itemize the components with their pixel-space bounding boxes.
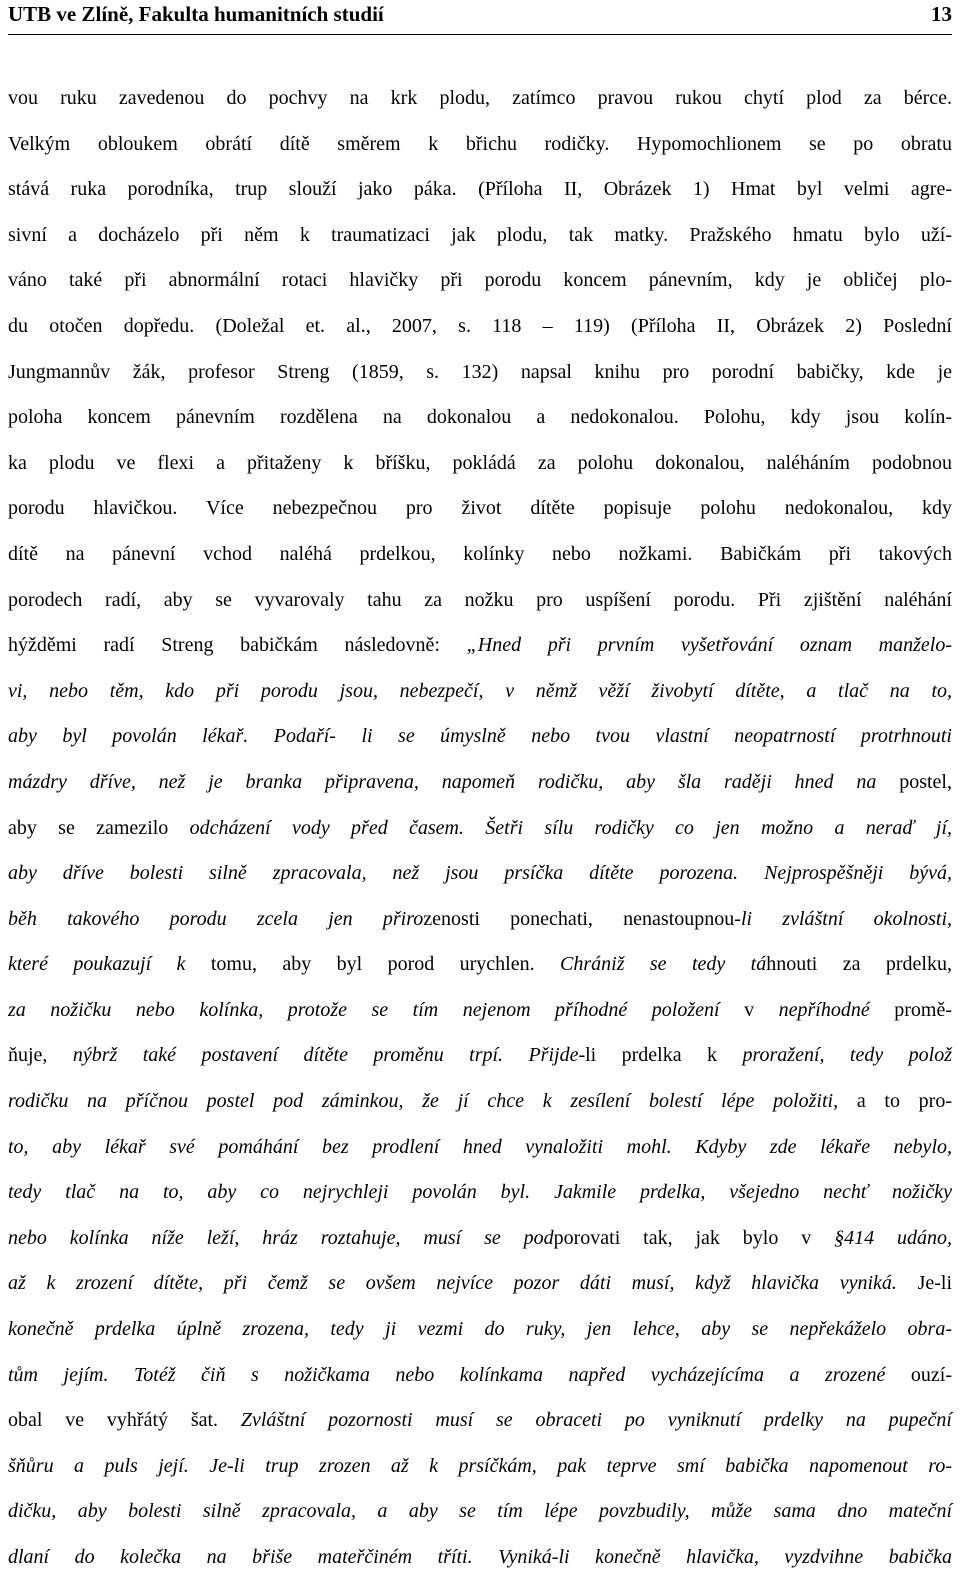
text-segment: ňuje, bbox=[8, 1044, 73, 1067]
text-line bbox=[8, 1489, 952, 1535]
text-line bbox=[8, 1444, 952, 1490]
italic-quote-segment: běh takového porodu zcela jen přiro bbox=[8, 907, 424, 930]
text-segment: obal ve vyhřátý šat. bbox=[8, 1409, 241, 1432]
italic-quote-segment: „Hned při prvním vyšetřování oznam manželo- bbox=[466, 634, 952, 657]
text-line bbox=[8, 1170, 952, 1216]
text-line bbox=[8, 395, 952, 441]
text-segment: porodu hlavičkou. Více nebezpečnou pro život dítěte popisuje polohu nedokonalou, kdy bbox=[8, 497, 952, 520]
text-segment: ouzí- bbox=[910, 1363, 952, 1386]
text-line bbox=[8, 1535, 952, 1581]
text-line bbox=[8, 623, 952, 669]
text-segment: hýžděmi radí Streng babičkám následovně: bbox=[8, 634, 467, 657]
text-segment: dítě na pánevní vchod naléhá prdelkou, kolínky nebo nožkami. Babičkám při takových bbox=[8, 542, 952, 565]
text-segment: ka plodu ve flexi a přitaženy k bříšku, pokládá za polohu dokonalou, naléháním podobnou bbox=[8, 451, 952, 474]
italic-quote-segment: dlaní do kolečka na břiše mateřčiném tříti. Vyniká-li konečně hlavička, vyzdvihne babička bbox=[8, 1546, 952, 1568]
text-line bbox=[8, 1261, 952, 1307]
page-number: 13 bbox=[931, 2, 952, 26]
text-segment: vou ruku zavedenou do pochvy na krk plodu, zatímco pravou rukou chytí plod za bérce. bbox=[8, 87, 952, 109]
text-line bbox=[8, 1079, 952, 1125]
text-segment: porodech radí, aby se vyvarovaly tahu za nožku pro uspíšení porodu. Při zjištění naléhání bbox=[8, 588, 952, 611]
text-line bbox=[8, 350, 952, 396]
text-line bbox=[8, 1216, 952, 1262]
text-line bbox=[8, 942, 952, 988]
italic-quote-segment: tům jejím. Totéž čiň s nožičkama nebo kolínkama napřed vycházejícíma a zrozené bbox=[8, 1363, 911, 1386]
italic-quote-segment: šňůru a puls její. Je-li trup zrozen až k prsíčkám, pak teprve smí babička napomenout ro- bbox=[8, 1454, 952, 1477]
text-line bbox=[8, 988, 952, 1034]
text-line bbox=[8, 1125, 952, 1171]
italic-quote-segment: to, aby lékař své pomáhání bez prodlení hned vynaložiti mohl. Kdyby zde lékaře nebylo, bbox=[8, 1135, 952, 1158]
text-segment: Jungmannův žák, profesor Streng (1859, s. 132) napsal knihu pro porodní babičky, kde je bbox=[8, 360, 952, 383]
text-line bbox=[8, 897, 952, 943]
text-segment: zenosti ponechati, nenastoupnou- bbox=[423, 907, 741, 930]
text-line bbox=[8, 760, 952, 806]
text-line bbox=[8, 213, 952, 259]
italic-quote-segment: proražení, tedy polož bbox=[742, 1044, 952, 1067]
text-line bbox=[8, 304, 952, 350]
text-segment: v bbox=[744, 998, 779, 1021]
text-line bbox=[8, 1033, 952, 1079]
italic-quote-segment: nebo kolínka níže leží, hráz roztahuje, musí se pod bbox=[8, 1226, 554, 1249]
text-line bbox=[8, 76, 952, 122]
italic-quote-segment: konečně prdelka úplně zrozena, tedy ji vezmi do ruky, jen lehce, aby se nepřekáželo obra- bbox=[8, 1318, 952, 1341]
italic-quote-segment: dičku, aby bolesti silně zpracovala, a aby se tím lépe povzbudily, může sama dno mateční bbox=[8, 1500, 952, 1523]
italic-quote-segment: Chrániž se tedy tá bbox=[560, 953, 767, 976]
text-segment: Je-li bbox=[917, 1272, 952, 1295]
header-title: UTB ve Zlíně, Fakulta humanitních studií bbox=[8, 2, 384, 26]
italic-quote-segment: §414 udáno, bbox=[834, 1226, 953, 1249]
italic-quote-segment: li zvláštní okolnosti, bbox=[740, 907, 952, 930]
text-line bbox=[8, 122, 952, 168]
italic-quote-segment: aby byl povolán lékař. Podaří- li se úmyslně nebo tvou vlastní neopatrností protrhnouti bbox=[8, 725, 952, 748]
text-segment: promě- bbox=[894, 998, 953, 1021]
text-segment: váno také při abnormální rotaci hlavičky při porodu koncem pánevním, kdy je obličej plo- bbox=[8, 269, 952, 292]
text-segment: stává ruka porodníka, trup slouží jako páka. (Příloha II, Obrázek 1) Hmat byl velmi agre- bbox=[8, 178, 952, 201]
text-segment: postel, bbox=[899, 770, 952, 793]
text-line bbox=[8, 578, 952, 624]
text-line bbox=[8, 486, 952, 532]
text-line bbox=[8, 258, 952, 304]
text-segment: porovati tak, jak bylo v bbox=[553, 1226, 835, 1249]
italic-quote-segment: vi, nebo těm, kdo při porodu jsou, nebezpečí, v němž věží živobytí dítěte, a tlač na to, bbox=[8, 679, 952, 702]
text-line bbox=[8, 532, 952, 578]
italic-quote-segment: až k zrození dítěte, při čemž se ovšem nejvíce pozor dáti musí, když hlavička vyniká. bbox=[8, 1272, 918, 1295]
italic-quote-segment: Zvláštní pozornosti musí se obraceti po vyniknutí prdelky na pupeční bbox=[240, 1409, 952, 1432]
text-line bbox=[8, 1398, 952, 1444]
italic-quote-segment: nýbrž také postavení dítěte proměnu trpí. Přijde bbox=[72, 1044, 579, 1067]
text-line bbox=[8, 806, 952, 852]
italic-quote-segment: aby dříve bolesti silně zpracovala, než jsou prsíčka dítěte porozena. Nejprospěšněji bývá, bbox=[8, 862, 952, 885]
text-segment: , a to pro- bbox=[833, 1090, 952, 1113]
italic-quote-segment: tedy tlač na to, aby co nejrychleji povolán byl. Jakmile prdelka, všejedno nechť nožičky bbox=[8, 1181, 952, 1204]
text-segment: Velkým obloukem obrátí dítě směrem k břichu rodičky. Hypomochlionem se po obratu bbox=[8, 132, 952, 155]
text-line bbox=[8, 1353, 952, 1399]
italic-quote-segment: nepříhodné bbox=[778, 998, 895, 1021]
page-header bbox=[8, 0, 952, 35]
text-segment: hnouti za prdelku, bbox=[766, 953, 952, 976]
italic-quote-segment: rodičku na příčnou postel pod záminkou, že jí chce k zesílení bolestí lépe položiti bbox=[8, 1090, 834, 1113]
text-segment: aby se zamezilo bbox=[8, 816, 190, 839]
text-segment: poloha koncem pánevním rozdělena na dokonalou a nedokonalou. Polohu, kdy jsou kolín- bbox=[8, 406, 952, 429]
italic-quote-segment: odcházení vody před časem. Šetři sílu rodičky co jen možno a neraď jí, bbox=[189, 816, 952, 839]
text-segment: sivní a docházelo při něm k traumatizaci jak plodu, tak matky. Pražského hmatu bylo uží- bbox=[8, 223, 952, 246]
text-line bbox=[8, 1307, 952, 1353]
text-line bbox=[8, 669, 952, 715]
text-segment: -li prdelka k bbox=[578, 1044, 743, 1067]
text-line bbox=[8, 714, 952, 760]
text-line bbox=[8, 167, 952, 213]
italic-quote-segment: které poukazují k bbox=[8, 953, 211, 976]
italic-quote-segment: mázdry dříve, než je branka připravena, napomeň rodičku, aby šla raději hned na bbox=[8, 770, 900, 793]
italic-quote-segment: za nožičku nebo kolínka, protože se tím nejenom příhodné položení bbox=[8, 998, 745, 1021]
text-segment: du otočen dopředu. (Doležal et. al., 2007, s. 118 – 119) (Příloha II, Obrázek 2) Poslední bbox=[8, 314, 952, 337]
text-line bbox=[8, 851, 952, 897]
text-segment: tomu, aby byl porod urychlen. bbox=[210, 953, 561, 976]
body-text bbox=[8, 76, 952, 1581]
text-line bbox=[8, 441, 952, 487]
